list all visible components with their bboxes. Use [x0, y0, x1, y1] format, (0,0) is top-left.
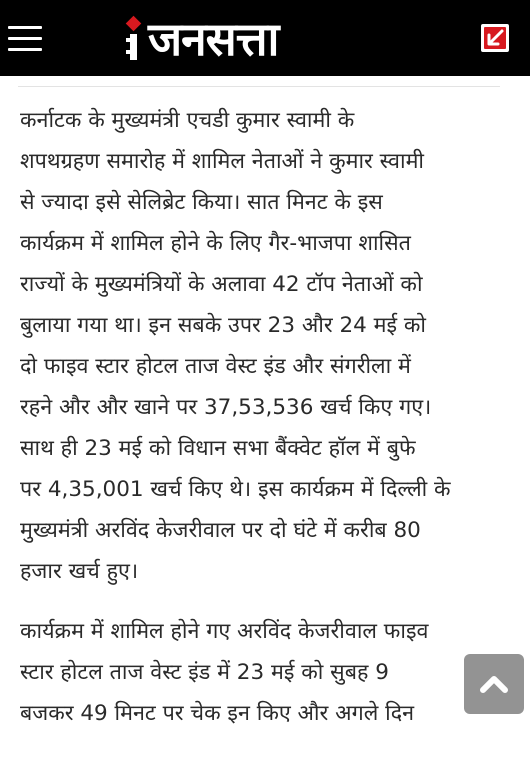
article-paragraph [20, 611, 500, 734]
text-line: से ज्यादा इसे सेलिब्रेट किया। सात मिनट के इस [20, 190, 383, 215]
text-line: मुख्यमंत्री अरविंद केजरीवाल पर दो घंटे में करीब 80 [20, 518, 421, 543]
chevron-up-icon [464, 654, 524, 714]
text-line: साथ ही 23 मई को विधान सभा बैंक्वेट हॉल में बुफे [20, 436, 416, 461]
logo-emblem-icon [124, 14, 146, 64]
text-line: कार्यक्रम में शामिल होने गए अरविंद केजरीवाल फाइव [20, 619, 429, 644]
text-line: बजकर 49 मिनट पर चेक इन किए और अगले दिन [20, 701, 415, 726]
text-line: रहने और और खाने पर 37,53,536 खर्च किए गए। [20, 395, 432, 420]
header-divider [18, 86, 500, 87]
text-line: स्टार होटल ताज वेस्ट इंड में 23 मई को सुबह 9 [20, 660, 389, 685]
hamburger-menu-icon[interactable] [8, 26, 42, 52]
share-arrow-icon[interactable] [478, 22, 512, 54]
text-line: शपथग्रहण समारोह में शामिल नेताओं ने कुमार स्वामी [20, 149, 424, 174]
logo-text: जनसत्ता [148, 12, 279, 66]
scroll-to-top-button[interactable] [464, 654, 524, 714]
top-navigation-bar [0, 0, 530, 76]
text-line: कार्यक्रम में शामिल होने के लिए गैर-भाजपा शासित [20, 231, 411, 256]
text-line: राज्यों के मुख्यमंत्रियों के अलावा 42 टॉप नेताओं को [20, 272, 423, 297]
article-paragraph [20, 100, 500, 592]
article-body [20, 100, 500, 734]
text-line: बुलाया गया था। इन सबके उपर 23 और 24 मई को [20, 313, 426, 338]
text-line: हजार खर्च हुए। [20, 559, 139, 584]
text-line: कर्नाटक के मुख्यमंत्री एचडी कुमार स्वामी के [20, 108, 355, 133]
text-line: पर 4,35,001 खर्च किए थे। इस कार्यक्रम में दिल्ली के [20, 477, 451, 502]
text-line: दो फाइव स्टार होटल ताज वेस्ट इंड और संगरीला में [20, 354, 411, 379]
site-logo[interactable] [124, 14, 278, 64]
